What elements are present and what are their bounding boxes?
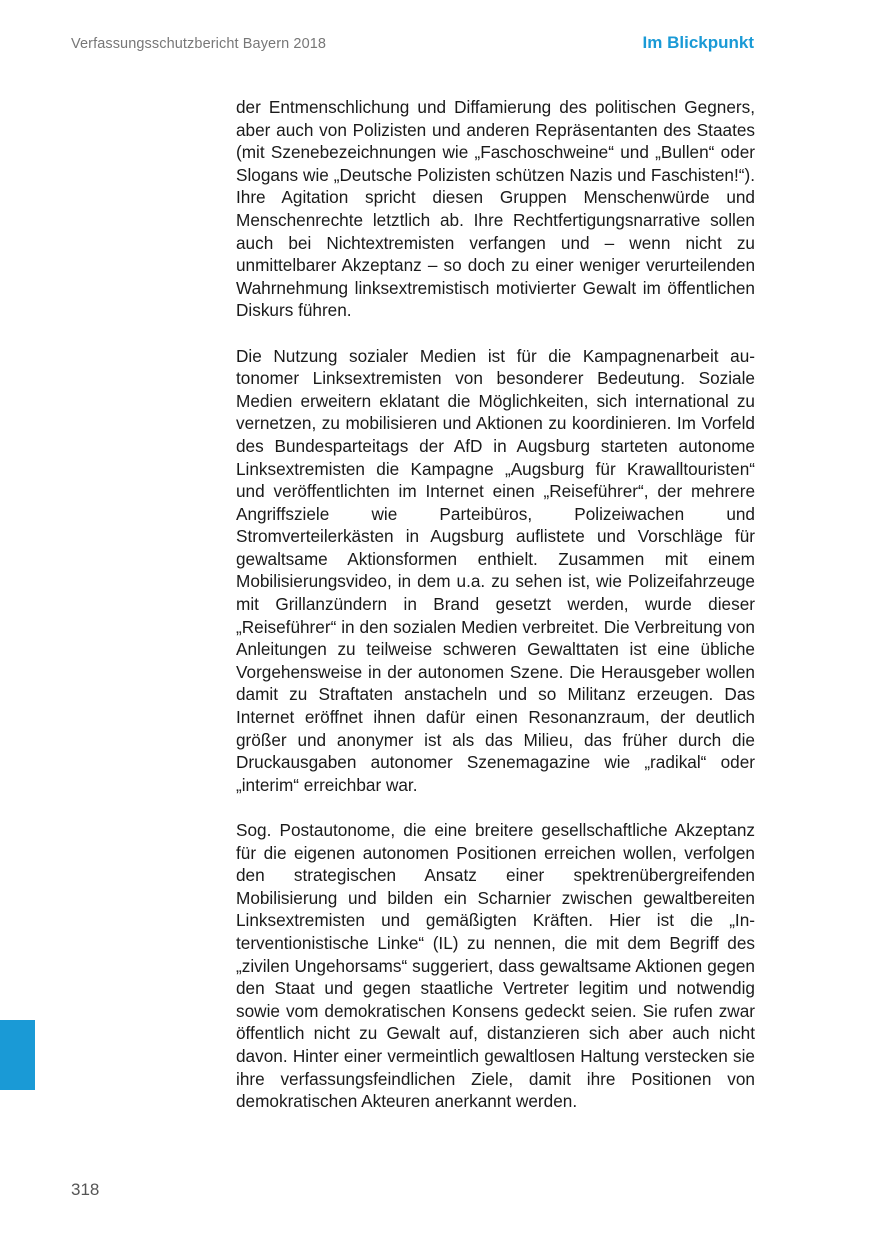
paragraph-2: Die Nutzung sozialer Medien ist für die Kampagnenarbeit autonomer Linksextremisten von besonderer Bedeutung. Soziale Medien erweitern eklatant die Möglichkeiten, sich international zu vernetzen, zu mobilisieren und Aktionen zu koordinieren. Im Vorfeld des Bundesparteitags der AfD in Augsburg starteten autonome Linksextremisten die Kampagne „Augsburg für Krawalltouristen“ und veröffentlichten im Internet einen „Reiseführer“, der mehrere Angriffsziele wie Parteibüros, Polizeiwachen und Stromverteilerkästen in Augsburg auflistete und Vorschläge für gewaltsame Aktionsformen enthielt. Zusammen mit einem Mobilisierungsvideo, in dem u.a. zu sehen ist, wie Polizeifahrzeuge mit Grillanzündern in Brand gesetzt werden, wurde dieser „Reiseführer“ in den sozialen Medien verbreitet. Die Verbreitung von Anleitungen zu teilweise schweren Gewalttaten ist eine übliche Vorgehensweise in der autonomen Szene. Die Herausgeber wollen damit zu Straftaten anstacheln und so Militanz erzeugen. Das Internet eröffnet ihnen dafür einen Resonanzraum, der deutlich größer und anonymer ist als das Milieu, das früher durch die Druckausgaben autonomer Szenemagazine wie „radikal“ oder „interim“ erreichbar war. <box>236 345 755 795</box>
main-text <box>236 96 755 1135</box>
page-number: 318 <box>71 1180 100 1199</box>
paragraph-3: Sog. Postautonome, die eine breitere gesellschaftliche Akzeptanz für die eigenen autonomen Positionen erreichen wollen, verfolgen den strategischen Ansatz einer spektrenübergreifenden Mobilisierung und bilden ein Scharnier zwischen gewaltbereiten Linksextremisten und gemäßigten Kräften. Hier ist die „Interventionistische Linke“ (IL) zu nennen, die mit dem Begriff des „zivilen Ungehorsams“ suggeriert, dass gewaltsame Aktionen gegen den Staat und gegen staatliche Vertreter legitim und notwendig sowie vom demokratischen Konsens gedeckt seien. Sie rufen zwar öffentlich nicht zu Gewalt auf, distanzieren sich aber auch nicht davon. Hinter einer vermeintlich gewaltlosen Haltung verstecken sie ihre verfassungsfeindlichen Ziele, damit ihre Positionen von demokratischen Akteuren anerkannt werden. <box>236 820 755 1112</box>
chapter-marker-bar <box>0 1020 35 1090</box>
section-title: Im Blickpunkt <box>642 33 754 52</box>
publication-title: Verfassungsschutzbericht Bayern 2018 <box>71 36 327 52</box>
paragraph-1: der Entmenschlichung und Diffamierung des politischen Gegners, aber auch von Polizisten und anderen Repräsentanten des Staates (mit Szenebezeichnungen wie „Faschoschweine“ und „Bullen“ oder Slogans wie „Deutsche Polizisten schützen Nazis und Faschisten!“). Ihre Agitation spricht diesen Gruppen Menschenwürde und Menschenrechte letztlich ab. Ihre Rechtfertigungsnarrative sollen auch bei Nichtextremisten verfangen und – wenn nicht zu unmittelbarer Akzeptanz – so doch zu einer weniger verurteilenden Wahrnehmung linksextremistisch motivierter Gewalt im öffentlichen Diskurs führen. <box>236 97 755 321</box>
